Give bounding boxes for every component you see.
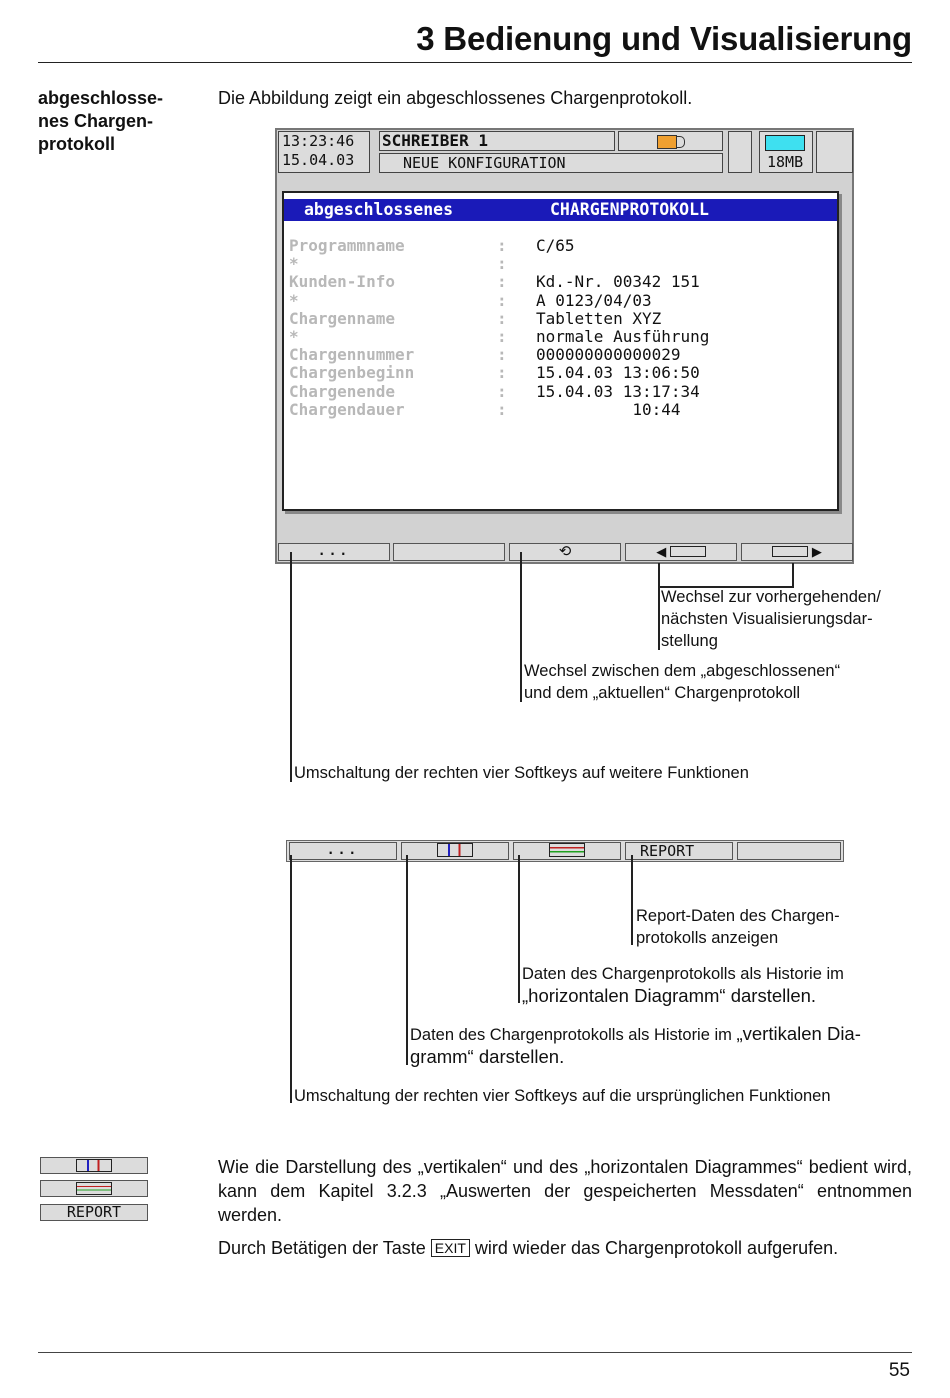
softkey-more[interactable]: ... [278, 543, 390, 561]
field-value: 000000000000029 [536, 345, 681, 365]
leader-line [792, 563, 794, 587]
exit-key-label: EXIT [431, 1239, 470, 1257]
field-label: Chargendauer [289, 399, 405, 419]
header-rule [38, 62, 912, 63]
horizontal-diagram-icon [76, 1182, 112, 1195]
field-row [289, 254, 829, 272]
softkey-back[interactable]: ... [289, 842, 397, 860]
field-row [289, 382, 829, 400]
horizontal-diagram-icon [549, 843, 585, 857]
time-display: 13:23:46 [282, 132, 355, 150]
vertical-diagram-key [40, 1157, 148, 1174]
date-display: 15.04.03 [282, 151, 355, 169]
datetime-box [278, 131, 370, 173]
page-title: 3 Bedienung und Visualisierung [416, 20, 912, 57]
record-indicator [618, 131, 723, 151]
field-label: Chargenende [289, 381, 395, 401]
annotation-back: Umschaltung der rechten vier Softkeys auf die ursprünglichen Funktionen [294, 1087, 831, 1105]
refresh-icon: ⟲ [558, 543, 572, 560]
field-separator: : [497, 254, 507, 274]
field-value: 15.04.03 13:17:34 [536, 381, 700, 401]
field-label: Chargenname [289, 308, 395, 328]
field-row [289, 309, 829, 327]
leader-line [290, 855, 292, 1103]
field-separator: : [497, 236, 507, 255]
leader-line [290, 552, 292, 782]
softkey-empty[interactable] [393, 543, 505, 561]
vertical-diagram-icon [76, 1159, 112, 1172]
intro-text: Die Abbildung zeigt ein abgeschlossenes Chargenprotokoll. [218, 88, 693, 108]
recording-icon [657, 135, 677, 149]
field-value: C/65 [536, 236, 575, 255]
field-value: Tabletten XYZ [536, 308, 662, 328]
display-frame-icon [772, 546, 808, 557]
annotation-prev-next: Wechsel zur vorhergehenden/ nächsten Visualisierungsdar- stellung [661, 588, 881, 650]
panel-title-left: abgeschlossenes [304, 200, 454, 219]
softkey-next[interactable] [741, 543, 853, 561]
footer-rule [38, 1352, 912, 1353]
field-separator: : [497, 399, 507, 419]
field-row [289, 236, 829, 254]
paragraph-exit-info: Durch Betätigen der Taste EXIT wird wieder das Chargenprotokoll aufgerufen. [218, 1238, 839, 1258]
field-label: * [289, 254, 299, 274]
paragraph-diagram-info: Wie die Darstellung des „vertikalen“ und des „horizontalen Diagrammes“ bedient wird, kann dem Kapitel 3.2.3 „Auswerten der gespeicherten Messdaten“ entnommen werden. [218, 1157, 912, 1225]
field-separator: : [497, 326, 507, 346]
report-key: REPORT [40, 1204, 148, 1221]
field-list [289, 236, 829, 418]
panel-title-right: CHARGENPROTOKOLL [550, 200, 709, 219]
field-value: normale Ausführung [536, 326, 710, 346]
protocol-panel [282, 191, 839, 511]
recorder-name: SCHREIBER 1 [379, 131, 615, 151]
softkey-empty[interactable] [737, 842, 841, 860]
field-row [289, 363, 829, 381]
field-value: A 0123/04/03 [536, 290, 652, 310]
status-corner [816, 131, 853, 173]
display-frame-icon [670, 546, 706, 557]
field-label: Chargenbeginn [289, 363, 415, 383]
page-number: 55 [888, 1360, 910, 1381]
leader-line [658, 586, 660, 650]
annotation-report: Report-Daten des Chargen- protokolls anzeigen [636, 907, 840, 947]
field-row [289, 400, 829, 418]
field-separator: : [497, 345, 507, 365]
softkey-vertical-diagram[interactable] [401, 842, 509, 860]
config-name: NEUE KONFIGURATION [379, 153, 723, 173]
field-label: Kunden-Info [289, 272, 395, 292]
field-row [289, 272, 829, 290]
field-separator: : [497, 272, 507, 292]
field-value: Kd.-Nr. 00342 151 [536, 272, 700, 292]
annotation-horizontal: Daten des Chargenprotokolls als Historie im „horizontalen Diagramm“ darstellen. [522, 965, 844, 1006]
memory-size: 18MB [767, 153, 804, 171]
recording-icon-tail [676, 136, 685, 148]
field-label: Chargennummer [289, 345, 415, 365]
annotation-toggle: Wechsel zwischen dem „abgeschlossenen“ und dem „aktuellen“ Chargenprotokoll [524, 662, 841, 702]
vertical-diagram-icon [437, 843, 473, 857]
left-arrow-icon: ◀ [656, 544, 667, 559]
right-arrow-icon: ▶ [811, 544, 822, 559]
field-label: * [289, 326, 299, 346]
annotation-vertical: Daten des Chargenprotokolls als Historie im „vertikalen Dia- gramm“ darstellen. [410, 1023, 861, 1067]
field-separator: : [497, 363, 507, 383]
side-label: abgeschlosse- nes Chargen- protokoll [38, 88, 164, 154]
field-row [289, 345, 829, 363]
field-separator: : [497, 308, 507, 328]
leader-line [406, 855, 408, 1065]
leader-line [631, 855, 633, 945]
field-separator: : [497, 290, 507, 310]
field-row [289, 291, 829, 309]
horizontal-diagram-key [40, 1180, 148, 1197]
status-spacer [728, 131, 752, 173]
field-separator: : [497, 381, 507, 401]
field-label: * [289, 290, 299, 310]
softkey-report[interactable]: REPORT [625, 842, 733, 860]
softkey-previous[interactable] [625, 543, 737, 561]
leader-line [520, 552, 522, 702]
field-value: 15.04.03 13:06:50 [536, 363, 700, 383]
memory-box [759, 131, 813, 173]
leader-line [518, 855, 520, 1003]
softkey-toggle-protocol[interactable] [509, 543, 621, 561]
leader-line [658, 563, 660, 587]
field-row [289, 327, 829, 345]
memory-card-icon [765, 135, 805, 151]
softkey-horizontal-diagram[interactable] [513, 842, 621, 860]
annotation-more: Umschaltung der rechten vier Softkeys auf weitere Funktionen [294, 764, 749, 782]
field-label: Programmname [289, 236, 405, 255]
field-value: 10:44 [536, 399, 681, 419]
panel-title [284, 199, 837, 221]
